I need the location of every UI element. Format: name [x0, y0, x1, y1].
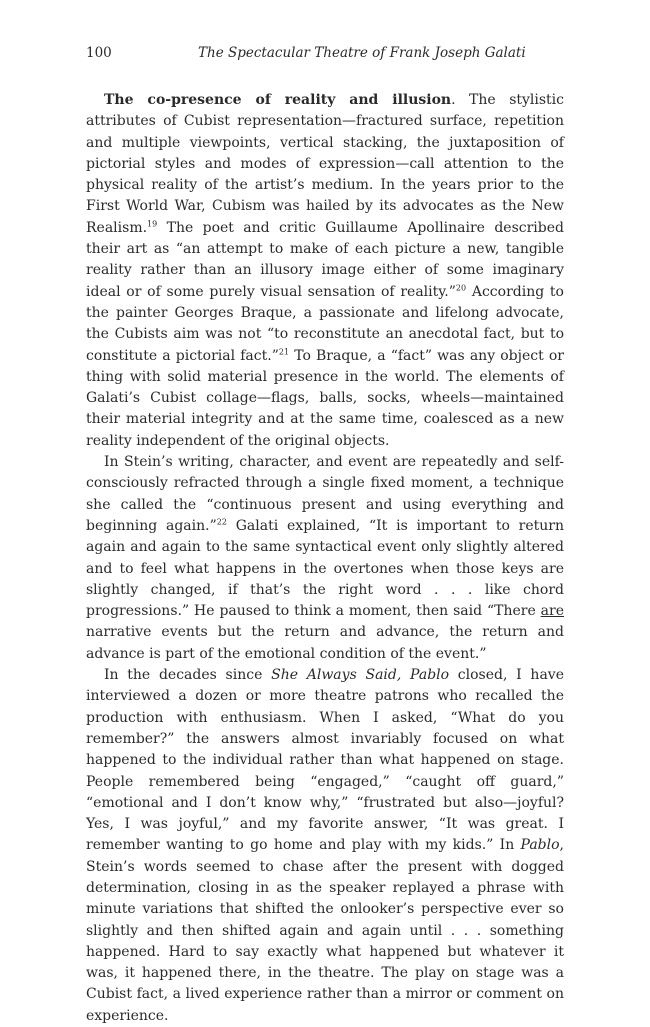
footnote-marker: 21 — [278, 346, 290, 356]
text-run: According to the painter Georges Braque, a passionate and lifelong advocate, the Cubists aim was not “to reconstitute an anecdotal fact, but to constitute a pictorial fact.” — [86, 283, 564, 364]
running-title: The Spectacular Theatre of Frank Joseph Galati — [198, 45, 526, 61]
text-run: narrative events but the return and advance, the return and advance is part of the emotional condition of the event.” — [86, 624, 564, 662]
text-run: In Stein’s writing, character, and event are repeatedly and self-consciously refracted through a single fixed moment, a technique she called the “continuous present and using everything and beginning again.” — [86, 454, 564, 534]
text-run: . The stylistic attributes of Cubist representation—fractured surface, repetition and multiple viewpoints, vertical stacking, the juxtaposition of pictorial styles and modes of expression—call attention to the physical reality of the artist’s medium. In the years prior to the First World War, Cubism was hailed by its advocates as the New Realism. — [86, 92, 564, 236]
paragraph — [86, 90, 564, 452]
paragraph — [86, 452, 564, 665]
text-run: To Braque, a “fact” was any object or thing with solid material presence in the world. The elements of Galati’s Cubist collage—flags, balls, socks, wheels—maintained their material integrity and at the same time, coalesced as a new reality independent of the original objects. — [86, 347, 564, 449]
running-head — [86, 45, 564, 65]
text-run: , Stein’s words seemed to chase after the present with dogged determination, closing in as the speaker replayed a phrase with minute variations that shifted the onlooker’s perspective ever so slightly and then shifted again and again until . . . something happened. Hard to say exactly what happened but whatever it was, it happened there, in the theatre. The play on stage was a Cubist fact, a lived experience rather than a mirror or comment on experience. — [86, 837, 564, 1024]
italic-run: She Always Said, Pablo — [271, 667, 450, 684]
body-text — [86, 90, 564, 1027]
text-run: Galati explained, “It is important to return again and again to the same syntactical event only slightly altered and to feel what happens in the overtones when those keys are slightly changed, if that’s the right word . . . like chord progressions.” He paused to think a moment, then said “There — [86, 517, 565, 620]
footnote-marker: 22 — [216, 517, 227, 527]
footnote-marker: 20 — [455, 283, 467, 293]
paragraph — [86, 665, 564, 1027]
text-run: The poet and critic Guillaume Apollinaire described their art as “an attempt to make of each picture a new, tangible reality rather than an illusory image either of some imaginary ideal or of some purely visual sensation of reality.” — [86, 219, 564, 300]
bold-run: The co-presence of reality and illusion — [104, 92, 452, 108]
text-run: In the decades since — [104, 667, 272, 684]
italic-run: Pablo — [520, 837, 560, 854]
page-number: 100 — [86, 45, 112, 61]
underlined-run: are — [540, 603, 564, 620]
footnote-marker: 19 — [147, 219, 158, 229]
text-run: closed, I have interviewed a dozen or more theatre patrons who recalled the production with enthusiasm. When I asked, “What do you remember?” the answers almost invariably focused on what happened to the individual rather than what happened on stage. People remembered being “engaged,” “caught off guard,” “emotional and I don’t know why,” “frustrated but also—joyful? Yes, I was joyful,” and my favorite answer, “It was great. I remember wanting to go home and play with my kids.” In — [86, 667, 564, 854]
